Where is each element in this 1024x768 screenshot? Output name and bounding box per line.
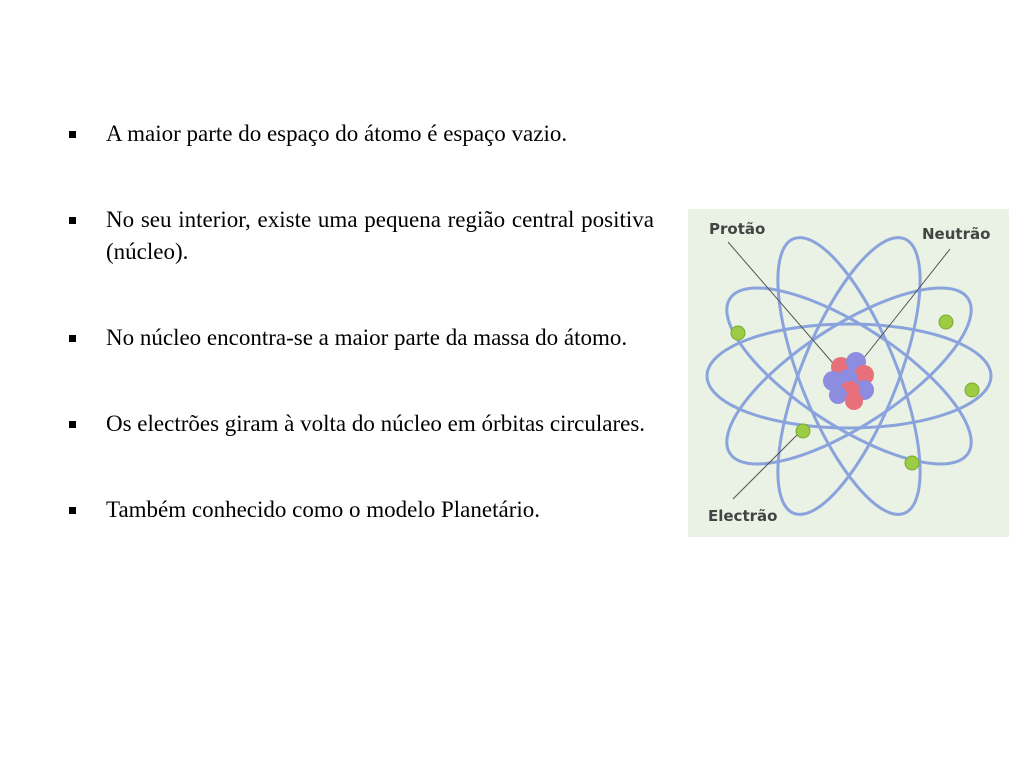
bullet-item <box>68 408 654 440</box>
electron-particle <box>939 315 953 329</box>
neutron-label: Neutrão <box>922 225 991 243</box>
bullet-list <box>68 118 654 580</box>
electron-particle <box>731 326 745 340</box>
atom-figure <box>688 209 1009 537</box>
bullet-text: No núcleo encontra-se a maior parte da massa do átomo. <box>106 325 628 350</box>
square-bullet-icon <box>69 507 76 514</box>
electron-particle <box>796 424 810 438</box>
bullet-text: A maior parte do espaço do átomo é espaço vazio. <box>106 121 568 146</box>
square-bullet-icon <box>69 217 76 224</box>
electron-particle <box>965 383 979 397</box>
bullet-item <box>68 494 654 526</box>
electron-label: Electrão <box>708 507 778 525</box>
square-bullet-icon <box>69 131 76 138</box>
bullet-text: Os electrões giram à volta do núcleo em órbitas circulares. <box>106 411 646 436</box>
proton-label: Protão <box>709 220 766 238</box>
square-bullet-icon <box>69 421 76 428</box>
proton-particle <box>845 392 863 410</box>
atom-diagram-icon <box>688 209 1009 537</box>
electron-particle <box>905 456 919 470</box>
bullet-text: No seu interior, existe uma pequena região central positiva (núcleo). <box>106 207 654 264</box>
bullet-item <box>68 204 654 268</box>
bullet-text: Também conhecido como o modelo Planetário. <box>106 497 540 522</box>
neutron-particle <box>829 386 847 404</box>
electron-pointer <box>733 431 801 499</box>
bullet-item <box>68 118 654 150</box>
square-bullet-icon <box>69 335 76 342</box>
bullet-item <box>68 322 654 354</box>
